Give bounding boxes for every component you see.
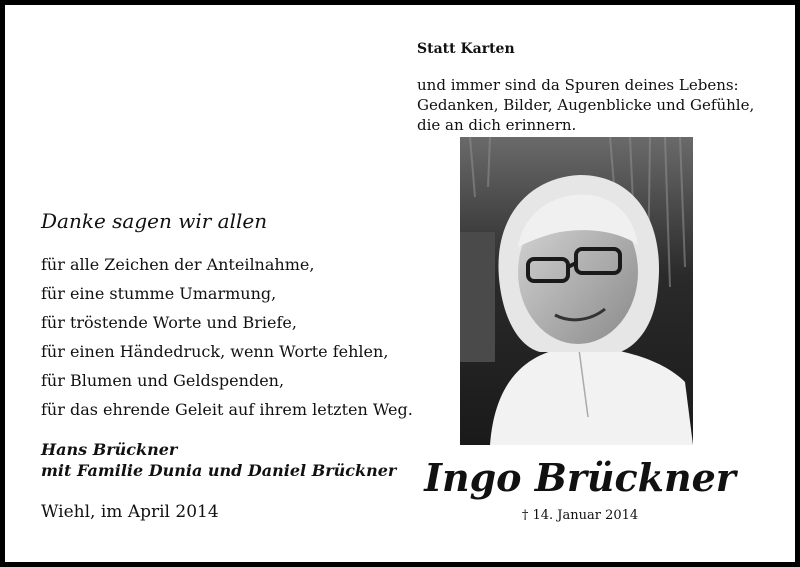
- thanks-line: für Blumen und Geldspenden,: [41, 371, 285, 390]
- deceased-name: Ingo Brückner: [424, 455, 736, 500]
- thanks-line: für alle Zeichen der Anteilnahme,: [41, 255, 315, 274]
- thanks-line: für eine stumme Umarmung,: [41, 284, 277, 303]
- signer-line: Hans Brückner: [41, 440, 178, 459]
- memorial-verse: [417, 75, 754, 135]
- signer-line: mit Familie Dunia und Daniel Brückner: [41, 461, 397, 480]
- thanks-list: [41, 250, 413, 424]
- thanks-heading: Danke sagen wir allen: [41, 209, 268, 233]
- thanks-line: für tröstende Worte und Briefe,: [41, 313, 297, 332]
- thanks-line: für einen Händedruck, wenn Worte fehlen,: [41, 342, 389, 361]
- verse-line: und immer sind da Spuren deines Lebens:: [417, 76, 739, 94]
- verse-line: Gedanken, Bilder, Augenblicke und Gefühle,: [417, 96, 755, 114]
- portrait-photo: [460, 137, 693, 445]
- verse-line: die an dich erinnern.: [417, 116, 577, 134]
- death-date: † 14. Januar 2014: [521, 508, 639, 523]
- place-date: Wiehl, im April 2014: [41, 502, 219, 522]
- statt-karten-label: Statt Karten: [417, 41, 515, 57]
- signers: [41, 439, 396, 481]
- thanks-line: für das ehrende Geleit auf ihrem letzten Weg.: [41, 400, 413, 419]
